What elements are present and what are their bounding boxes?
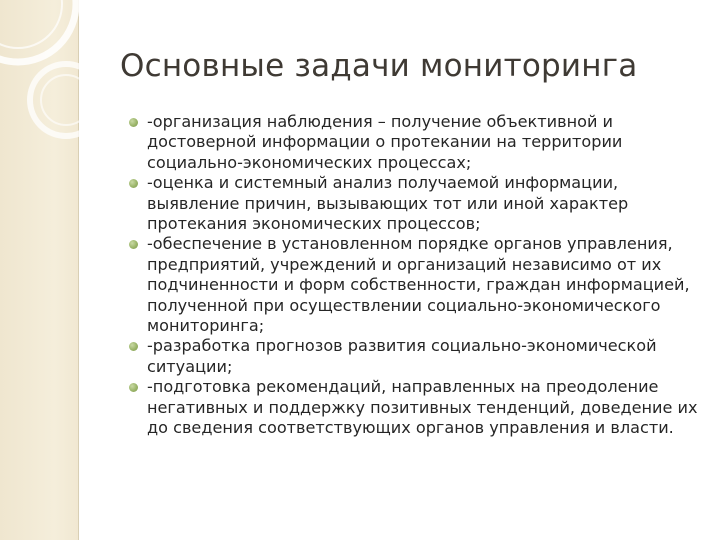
bullet-item — [147, 112, 707, 173]
bullet-item — [147, 377, 707, 438]
bullet-dot-icon — [129, 118, 138, 127]
bullet-text: -разработка прогнозов развития социально-экономической ситуации; — [147, 336, 657, 376]
bullet-dot-icon — [129, 342, 138, 351]
decorative-circles — [0, 0, 120, 200]
bullet-dot-icon — [129, 383, 138, 392]
bullet-list — [147, 112, 707, 439]
bullet-dot-icon — [129, 179, 138, 188]
slide-title: Основные задачи мониторинга — [120, 48, 638, 84]
bullet-item — [147, 234, 707, 336]
bullet-text: -обеспечение в установленном порядке органов управления, предприятий, учреждений и организаций независимо от их подчиненности и форм собственности, граждан информацией, полученной при осуществлении социально-экономического мониторинга; — [147, 234, 690, 336]
bullet-item — [147, 173, 707, 234]
bullet-dot-icon — [129, 240, 138, 249]
bullet-item — [147, 336, 707, 377]
bullet-text: -оценка и системный анализ получаемой информации, выявление причин, вызывающих тот или иной характер протекания экономических процессов; — [147, 173, 629, 234]
bullet-text: -организация наблюдения – получение объективной и достоверной информации о протекании на территории социально-экономических процессах; — [147, 112, 623, 172]
bullet-text: -подготовка рекомендаций, направленных на преодоление негативных и поддержку позитивных тенденций, доведение их до сведения соответствующих органов управления и власти. — [147, 377, 698, 438]
